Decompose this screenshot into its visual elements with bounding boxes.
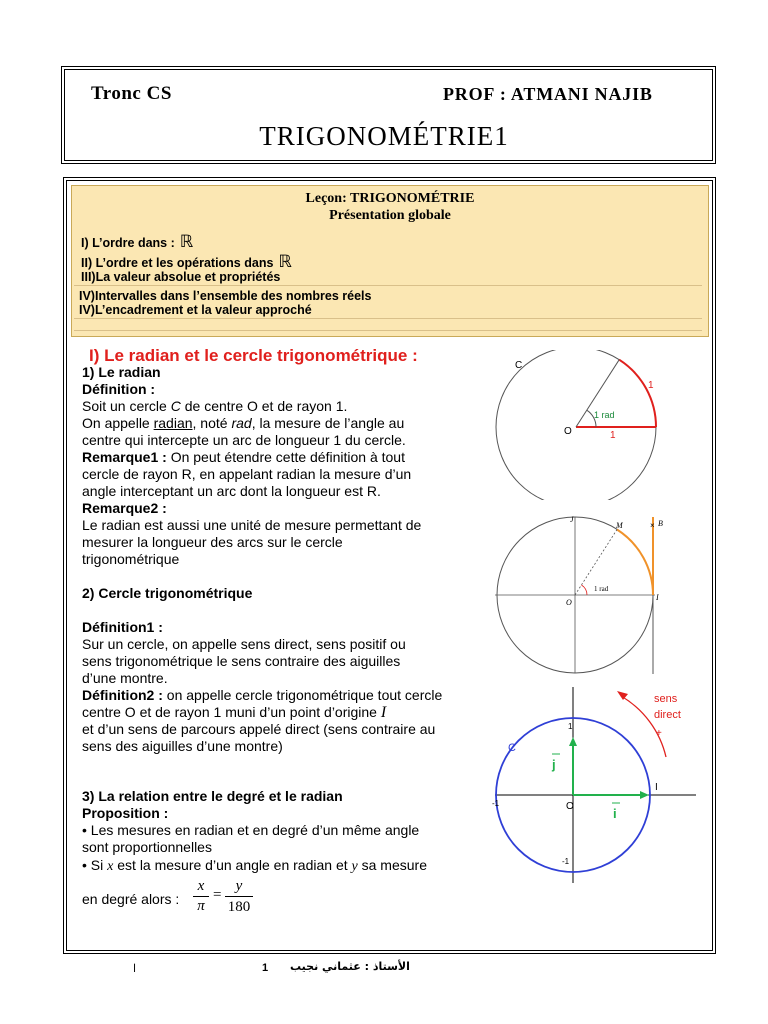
fig3-label-one: 1 [568, 722, 573, 731]
svg-text:×: × [650, 521, 655, 530]
summary-item-3: III)La valeur absolue et propriétés [81, 270, 281, 284]
definition1-line-2: sens trigonométrique le sens contraire des aiguilles [82, 653, 401, 669]
fig1-label-arc: 1 [648, 380, 654, 391]
summary-divider [74, 318, 702, 319]
fig3-label-i-vector: i [613, 806, 617, 821]
summary-item-1 [81, 232, 194, 252]
footer-author-arabic: الأستاذ : عثماني نجيب [290, 960, 410, 973]
fig3-label-sens: sens [654, 693, 678, 705]
fig2-label-i: I [656, 593, 659, 602]
fig2-label-j: J [570, 515, 574, 524]
arc-tangent-figure [490, 512, 670, 677]
remark2-label: Remarque2 : [82, 500, 167, 516]
proposition-line-1: • Les mesures en radian et en degré d’un même angle [82, 822, 420, 838]
footer-mark: ا [133, 963, 137, 975]
fig3-label-j: j [552, 757, 556, 772]
header-class: Tronc CS [91, 83, 172, 104]
fig3-label-plus: + [656, 728, 662, 739]
footer-page-number: 1 [262, 962, 269, 974]
fig2-label-rad: 1 rad [594, 585, 609, 593]
remark2-line-2: mesurer la longueur des arcs sur le cercle [82, 534, 343, 550]
remark1-line-1: Remarque1 : On peut étendre cette définition à tout [82, 449, 405, 465]
summary-divider [74, 330, 702, 331]
fig1-label-rad: 1 rad [594, 410, 615, 420]
real-symbol: ℝ [179, 232, 194, 251]
lesson-subtitle: Présentation globale [329, 208, 451, 223]
frac-denominator-180: 180 [227, 899, 251, 915]
page-title: TRIGONOMÉTRIE1 [259, 121, 509, 151]
summary-divider [74, 285, 702, 286]
section-title: I) Le radian et le cercle trigonométrique : [89, 346, 418, 365]
proposition-line-4: en degré alors : [82, 891, 180, 907]
proposition-label: Proposition : [82, 805, 169, 821]
fig3-label-i: I [655, 782, 658, 793]
remark2-line-1: Le radian est aussi une unité de mesure permettant de [82, 517, 422, 533]
subsection-trig-circle: 2) Cercle trigonométrique [82, 585, 253, 601]
frac-numerator-y: y [235, 878, 243, 894]
subsection-radian: 1) Le radian [82, 364, 161, 380]
fig1-label-radius: 1 [610, 430, 616, 441]
summary-item-2 [81, 252, 292, 272]
subsection-degree-radian: 3) La relation entre le degré et le radian [82, 788, 343, 804]
definition2-line-2: centre O et de rayon 1 muni d’un point d’origine I [82, 704, 387, 721]
definition1-line-3: d’une montre. [82, 670, 168, 686]
proposition-line-3: • Si x est la mesure d’un angle en radian et y sa mesure [82, 857, 427, 874]
real-symbol: ℝ [278, 252, 292, 271]
fig3-label-direct: direct [654, 709, 681, 721]
frac-bar [225, 896, 253, 897]
definition-line-3: centre qui intercepte un arc de longueur 1 du cercle. [82, 432, 406, 448]
definition2-line-3: et d’un sens de parcours appelé direct (sens contraire au [82, 721, 436, 737]
trig-circle-figure [490, 685, 700, 885]
proposition-line-2: sont proportionnelles [82, 839, 212, 855]
frac-bar [193, 896, 209, 897]
fig1-label-o: O [564, 426, 572, 437]
lesson-title: Leçon: TRIGONOMÉTRIE [305, 191, 475, 206]
fig3-label-c: C [508, 742, 516, 754]
definition-line-2: On appelle radian, noté rad, la mesure de l’angle au [82, 415, 405, 431]
frac-equals: = [213, 887, 222, 903]
definition-label: Définition : [82, 381, 156, 397]
fig1-label-c: C [515, 360, 523, 371]
definition1-line-1: Sur un cercle, on appelle sens direct, sens positif ou [82, 636, 406, 652]
definition-line-1: Soit un cercle C de centre O et de rayon 1. [82, 398, 348, 414]
frac-numerator-x: x [197, 878, 205, 894]
frac-denominator-pi: π [197, 898, 205, 914]
definition1-label: Définition1 : [82, 619, 163, 635]
fig3-label-minus-one-bottom: -1 [562, 857, 570, 866]
summary-item-5: IV)L’encadrement et la valeur approché [79, 303, 312, 317]
definition2-line-4: sens des aiguilles d’une montre) [82, 738, 283, 754]
summary-item-2-text: II) L’ordre et les opérations dans [81, 256, 274, 270]
remark1-line-3: angle interceptant un arc dont la longueur est R. [82, 483, 381, 499]
fig2-label-o: O [566, 598, 572, 607]
fig2-label-b: B [658, 519, 663, 528]
remark2-line-3: trigonométrique [82, 551, 180, 567]
summary-item-4: IV)Intervalles dans l’ensemble des nombres réels [79, 289, 372, 303]
radian-figure [480, 350, 700, 500]
fig2-label-m: M [616, 521, 623, 530]
definition2-line-1: Définition2 : on appelle cercle trigonométrique tout cercle [82, 687, 443, 703]
header-teacher: PROF : ATMANI NAJIB [443, 84, 653, 104]
remark1-line-2: cercle de rayon R, en appelant radian la mesure d’un [82, 466, 412, 482]
fig3-label-o: O [566, 801, 574, 812]
fig3-label-minus-one: -1 [492, 799, 500, 808]
summary-item-1-text: I) L’ordre dans : [81, 236, 175, 250]
